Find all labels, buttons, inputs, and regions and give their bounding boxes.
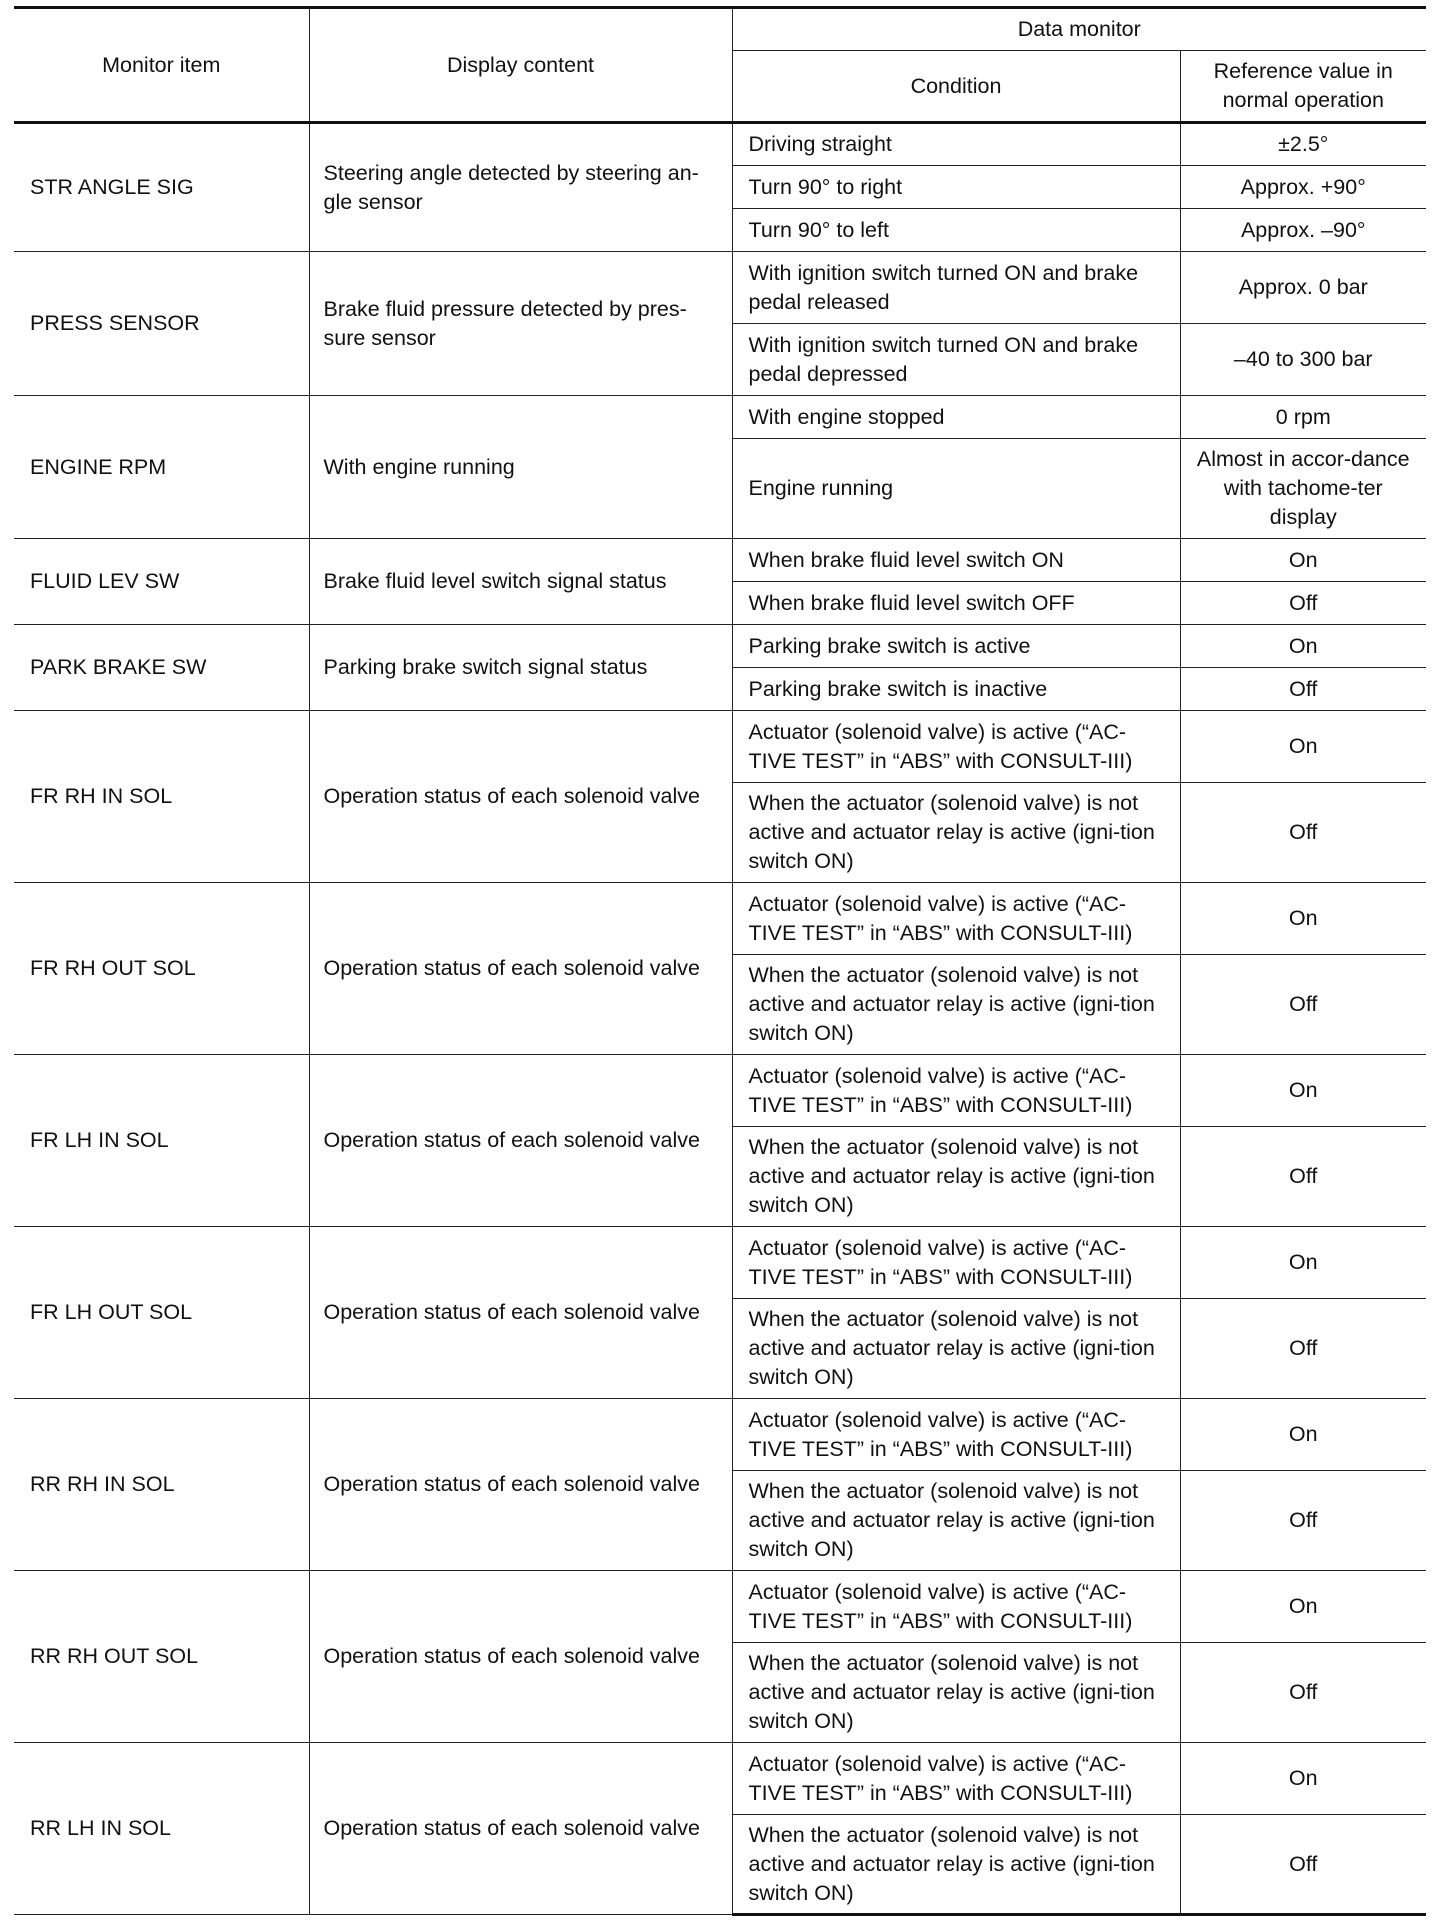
condition-cell: Actuator (solenoid valve) is active (“AC-TIVE TEST” in “ABS” with CONSULT-III) <box>732 1055 1180 1127</box>
document-page <box>14 6 1426 1916</box>
monitor-item-cell: PARK BRAKE SW <box>14 625 309 711</box>
display-content-cell: Operation status of each solenoid valve <box>309 1399 732 1571</box>
monitor-item-cell: STR ANGLE SIG <box>14 123 309 252</box>
reference-value-cell: Off <box>1180 1643 1426 1743</box>
reference-value-cell: Off <box>1180 582 1426 625</box>
monitor-item-cell: RR LH IN SOL <box>14 1743 309 1915</box>
display-content-cell: Operation status of each solenoid valve <box>309 1743 732 1915</box>
table-row <box>14 1227 1426 1299</box>
display-content-cell: With engine running <box>309 396 732 539</box>
display-content-cell: Parking brake switch signal status <box>309 625 732 711</box>
condition-cell: With engine stopped <box>732 396 1180 439</box>
condition-cell: Engine running <box>732 439 1180 539</box>
table-row <box>14 883 1426 955</box>
data-monitor-table <box>14 6 1426 1916</box>
reference-value-cell: 0 rpm <box>1180 396 1426 439</box>
table-row <box>14 396 1426 439</box>
reference-value-cell: Off <box>1180 1127 1426 1227</box>
display-content-cell: Brake fluid level switch signal status <box>309 539 732 625</box>
monitor-item-cell: FR RH IN SOL <box>14 711 309 883</box>
condition-cell: With ignition switch turned ON and brake pedal released <box>732 252 1180 324</box>
monitor-item-cell: FR LH OUT SOL <box>14 1227 309 1399</box>
reference-value-cell: On <box>1180 1227 1426 1299</box>
monitor-item-cell: FLUID LEV SW <box>14 539 309 625</box>
monitor-item-cell: PRESS SENSOR <box>14 252 309 396</box>
reference-value-cell: Off <box>1180 783 1426 883</box>
condition-cell: Parking brake switch is inactive <box>732 668 1180 711</box>
condition-cell: When the actuator (solenoid valve) is not active and actuator relay is active (igni-tion switch ON) <box>732 783 1180 883</box>
monitor-item-cell: ENGINE RPM <box>14 396 309 539</box>
reference-value-cell: Approx. 0 bar <box>1180 252 1426 324</box>
display-content-cell: Operation status of each solenoid valve <box>309 1055 732 1227</box>
condition-cell: Driving straight <box>732 123 1180 166</box>
table-row <box>14 252 1426 324</box>
monitor-item-cell: RR RH OUT SOL <box>14 1571 309 1743</box>
monitor-item-cell: FR LH IN SOL <box>14 1055 309 1227</box>
reference-value-cell: On <box>1180 625 1426 668</box>
header-data-monitor: Data monitor <box>732 8 1426 51</box>
condition-cell: Actuator (solenoid valve) is active (“AC-TIVE TEST” in “ABS” with CONSULT-III) <box>732 883 1180 955</box>
monitor-item-cell: FR RH OUT SOL <box>14 883 309 1055</box>
display-content-cell: Operation status of each solenoid valve <box>309 883 732 1055</box>
header-monitor-item: Monitor item <box>14 8 309 123</box>
condition-cell: With ignition switch turned ON and brake pedal depressed <box>732 324 1180 396</box>
display-content-cell: Operation status of each solenoid valve <box>309 1571 732 1743</box>
condition-cell: When the actuator (solenoid valve) is not active and actuator relay is active (igni-tion switch ON) <box>732 1471 1180 1571</box>
condition-cell: When brake fluid level switch ON <box>732 539 1180 582</box>
table-body <box>14 123 1426 1915</box>
table-row <box>14 1743 1426 1815</box>
condition-cell: Actuator (solenoid valve) is active (“AC-TIVE TEST” in “ABS” with CONSULT-III) <box>732 1571 1180 1643</box>
table-row <box>14 1399 1426 1471</box>
header-condition: Condition <box>732 51 1180 123</box>
condition-cell: Actuator (solenoid valve) is active (“AC-TIVE TEST” in “ABS” with CONSULT-III) <box>732 1399 1180 1471</box>
reference-value-cell: Off <box>1180 955 1426 1055</box>
condition-cell: Turn 90° to left <box>732 209 1180 252</box>
condition-cell: Actuator (solenoid valve) is active (“AC-TIVE TEST” in “ABS” with CONSULT-III) <box>732 711 1180 783</box>
reference-value-cell: On <box>1180 711 1426 783</box>
table-row <box>14 539 1426 582</box>
table-row <box>14 1571 1426 1643</box>
reference-value-cell: On <box>1180 539 1426 582</box>
condition-cell: When the actuator (solenoid valve) is not active and actuator relay is active (igni-tion switch ON) <box>732 1643 1180 1743</box>
table-row <box>14 711 1426 783</box>
reference-value-cell: Off <box>1180 1299 1426 1399</box>
display-content-cell: Steering angle detected by steering an-gle sensor <box>309 123 732 252</box>
header-reference-value: Reference value in normal operation <box>1180 51 1426 123</box>
reference-value-cell: Approx. –90° <box>1180 209 1426 252</box>
header-display-content: Display content <box>309 8 732 123</box>
reference-value-cell: On <box>1180 1399 1426 1471</box>
display-content-cell: Operation status of each solenoid valve <box>309 1227 732 1399</box>
condition-cell: Parking brake switch is active <box>732 625 1180 668</box>
reference-value-cell: Off <box>1180 668 1426 711</box>
reference-value-cell: On <box>1180 1571 1426 1643</box>
reference-value-cell: On <box>1180 883 1426 955</box>
display-content-cell: Brake fluid pressure detected by pres-sure sensor <box>309 252 732 396</box>
display-content-cell: Operation status of each solenoid valve <box>309 711 732 883</box>
condition-cell: When the actuator (solenoid valve) is not active and actuator relay is active (igni-tion switch ON) <box>732 1127 1180 1227</box>
reference-value-cell: Off <box>1180 1471 1426 1571</box>
reference-value-cell: On <box>1180 1055 1426 1127</box>
reference-value-cell: Off <box>1180 1815 1426 1915</box>
condition-cell: When the actuator (solenoid valve) is not active and actuator relay is active (igni-tion switch ON) <box>732 1815 1180 1915</box>
condition-cell: When the actuator (solenoid valve) is not active and actuator relay is active (igni-tion switch ON) <box>732 955 1180 1055</box>
reference-value-cell: Almost in accor-dance with tachome-ter display <box>1180 439 1426 539</box>
table-row <box>14 1055 1426 1127</box>
condition-cell: When the actuator (solenoid valve) is not active and actuator relay is active (igni-tion switch ON) <box>732 1299 1180 1399</box>
condition-cell: When brake fluid level switch OFF <box>732 582 1180 625</box>
reference-value-cell: On <box>1180 1743 1426 1815</box>
reference-value-cell: –40 to 300 bar <box>1180 324 1426 396</box>
reference-value-cell: Approx. +90° <box>1180 166 1426 209</box>
table-row <box>14 625 1426 668</box>
condition-cell: Actuator (solenoid valve) is active (“AC-TIVE TEST” in “ABS” with CONSULT-III) <box>732 1227 1180 1299</box>
monitor-item-cell: RR RH IN SOL <box>14 1399 309 1571</box>
condition-cell: Actuator (solenoid valve) is active (“AC-TIVE TEST” in “ABS” with CONSULT-III) <box>732 1743 1180 1815</box>
table-row <box>14 123 1426 166</box>
reference-value-cell: ±2.5° <box>1180 123 1426 166</box>
condition-cell: Turn 90° to right <box>732 166 1180 209</box>
